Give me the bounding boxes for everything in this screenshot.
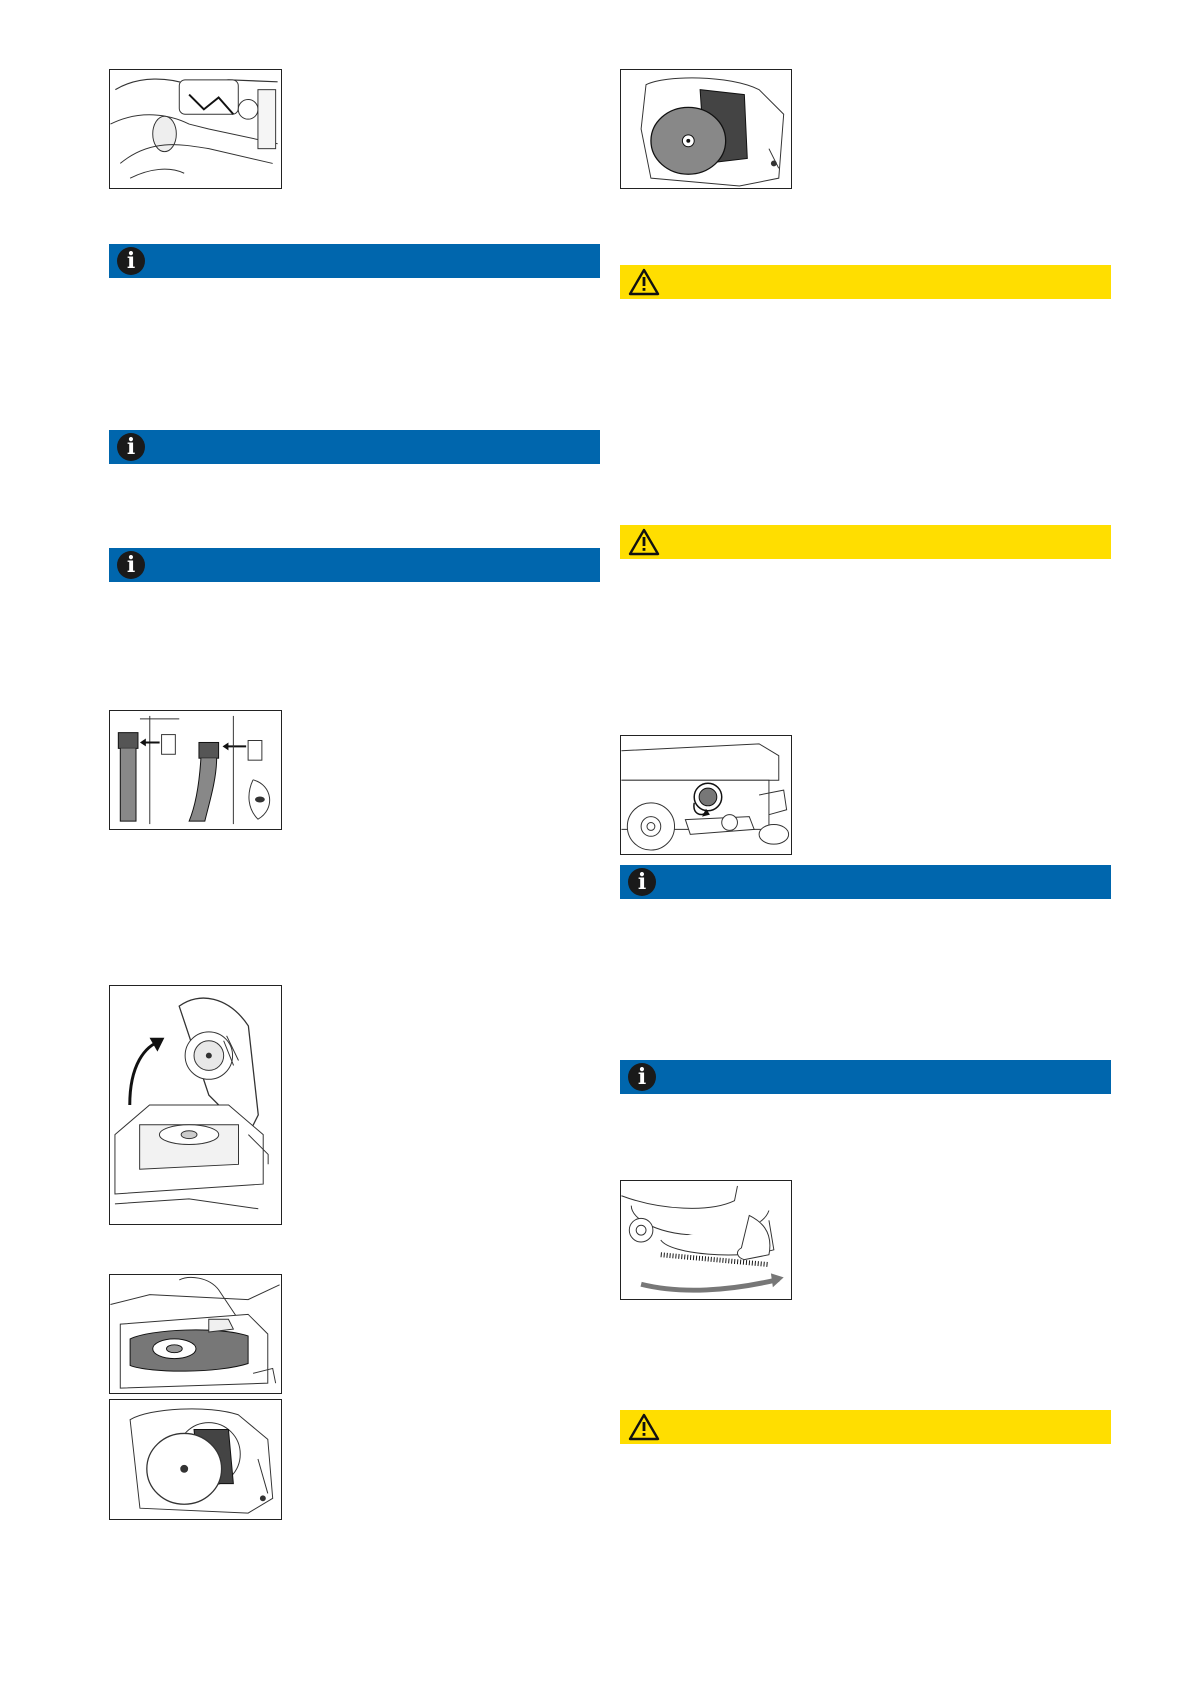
info-notice-bar xyxy=(620,865,1111,899)
figure-hose-connections xyxy=(109,710,282,830)
info-notice-bar xyxy=(109,430,600,464)
info-notice-bar xyxy=(109,244,600,278)
info-notice-bar xyxy=(620,1060,1111,1094)
figure-vacuum-motor-connector xyxy=(109,69,282,189)
figure-tank-float xyxy=(109,1274,282,1394)
filter-illustration xyxy=(110,1400,281,1519)
figure-brush-removal xyxy=(620,1180,792,1300)
knob-illustration xyxy=(621,736,791,854)
warning-triangle-icon xyxy=(628,1413,660,1441)
warning-notice-bar xyxy=(620,265,1111,299)
info-icon: i xyxy=(117,433,145,461)
info-icon: i xyxy=(628,868,656,896)
figure-lid-open xyxy=(109,985,282,1225)
brush-illustration xyxy=(621,1181,791,1299)
figure-filter-cartridge-top xyxy=(620,69,792,189)
warning-triangle-icon xyxy=(628,268,660,296)
figure-brush-release-knob xyxy=(620,735,792,855)
info-notice-bar xyxy=(109,548,600,582)
warning-triangle-icon xyxy=(628,528,660,556)
machine-detail-illustration xyxy=(110,70,281,188)
warning-notice-bar xyxy=(620,525,1111,559)
tank-float-illustration xyxy=(110,1275,281,1393)
figure-filter-cartridge xyxy=(109,1399,282,1520)
info-icon: i xyxy=(117,247,145,275)
filter-illustration xyxy=(621,70,791,188)
info-icon: i xyxy=(117,551,145,579)
lid-open-illustration xyxy=(110,986,281,1224)
hose-illustration xyxy=(110,711,281,829)
info-icon: i xyxy=(628,1063,656,1091)
warning-notice-bar xyxy=(620,1410,1111,1444)
